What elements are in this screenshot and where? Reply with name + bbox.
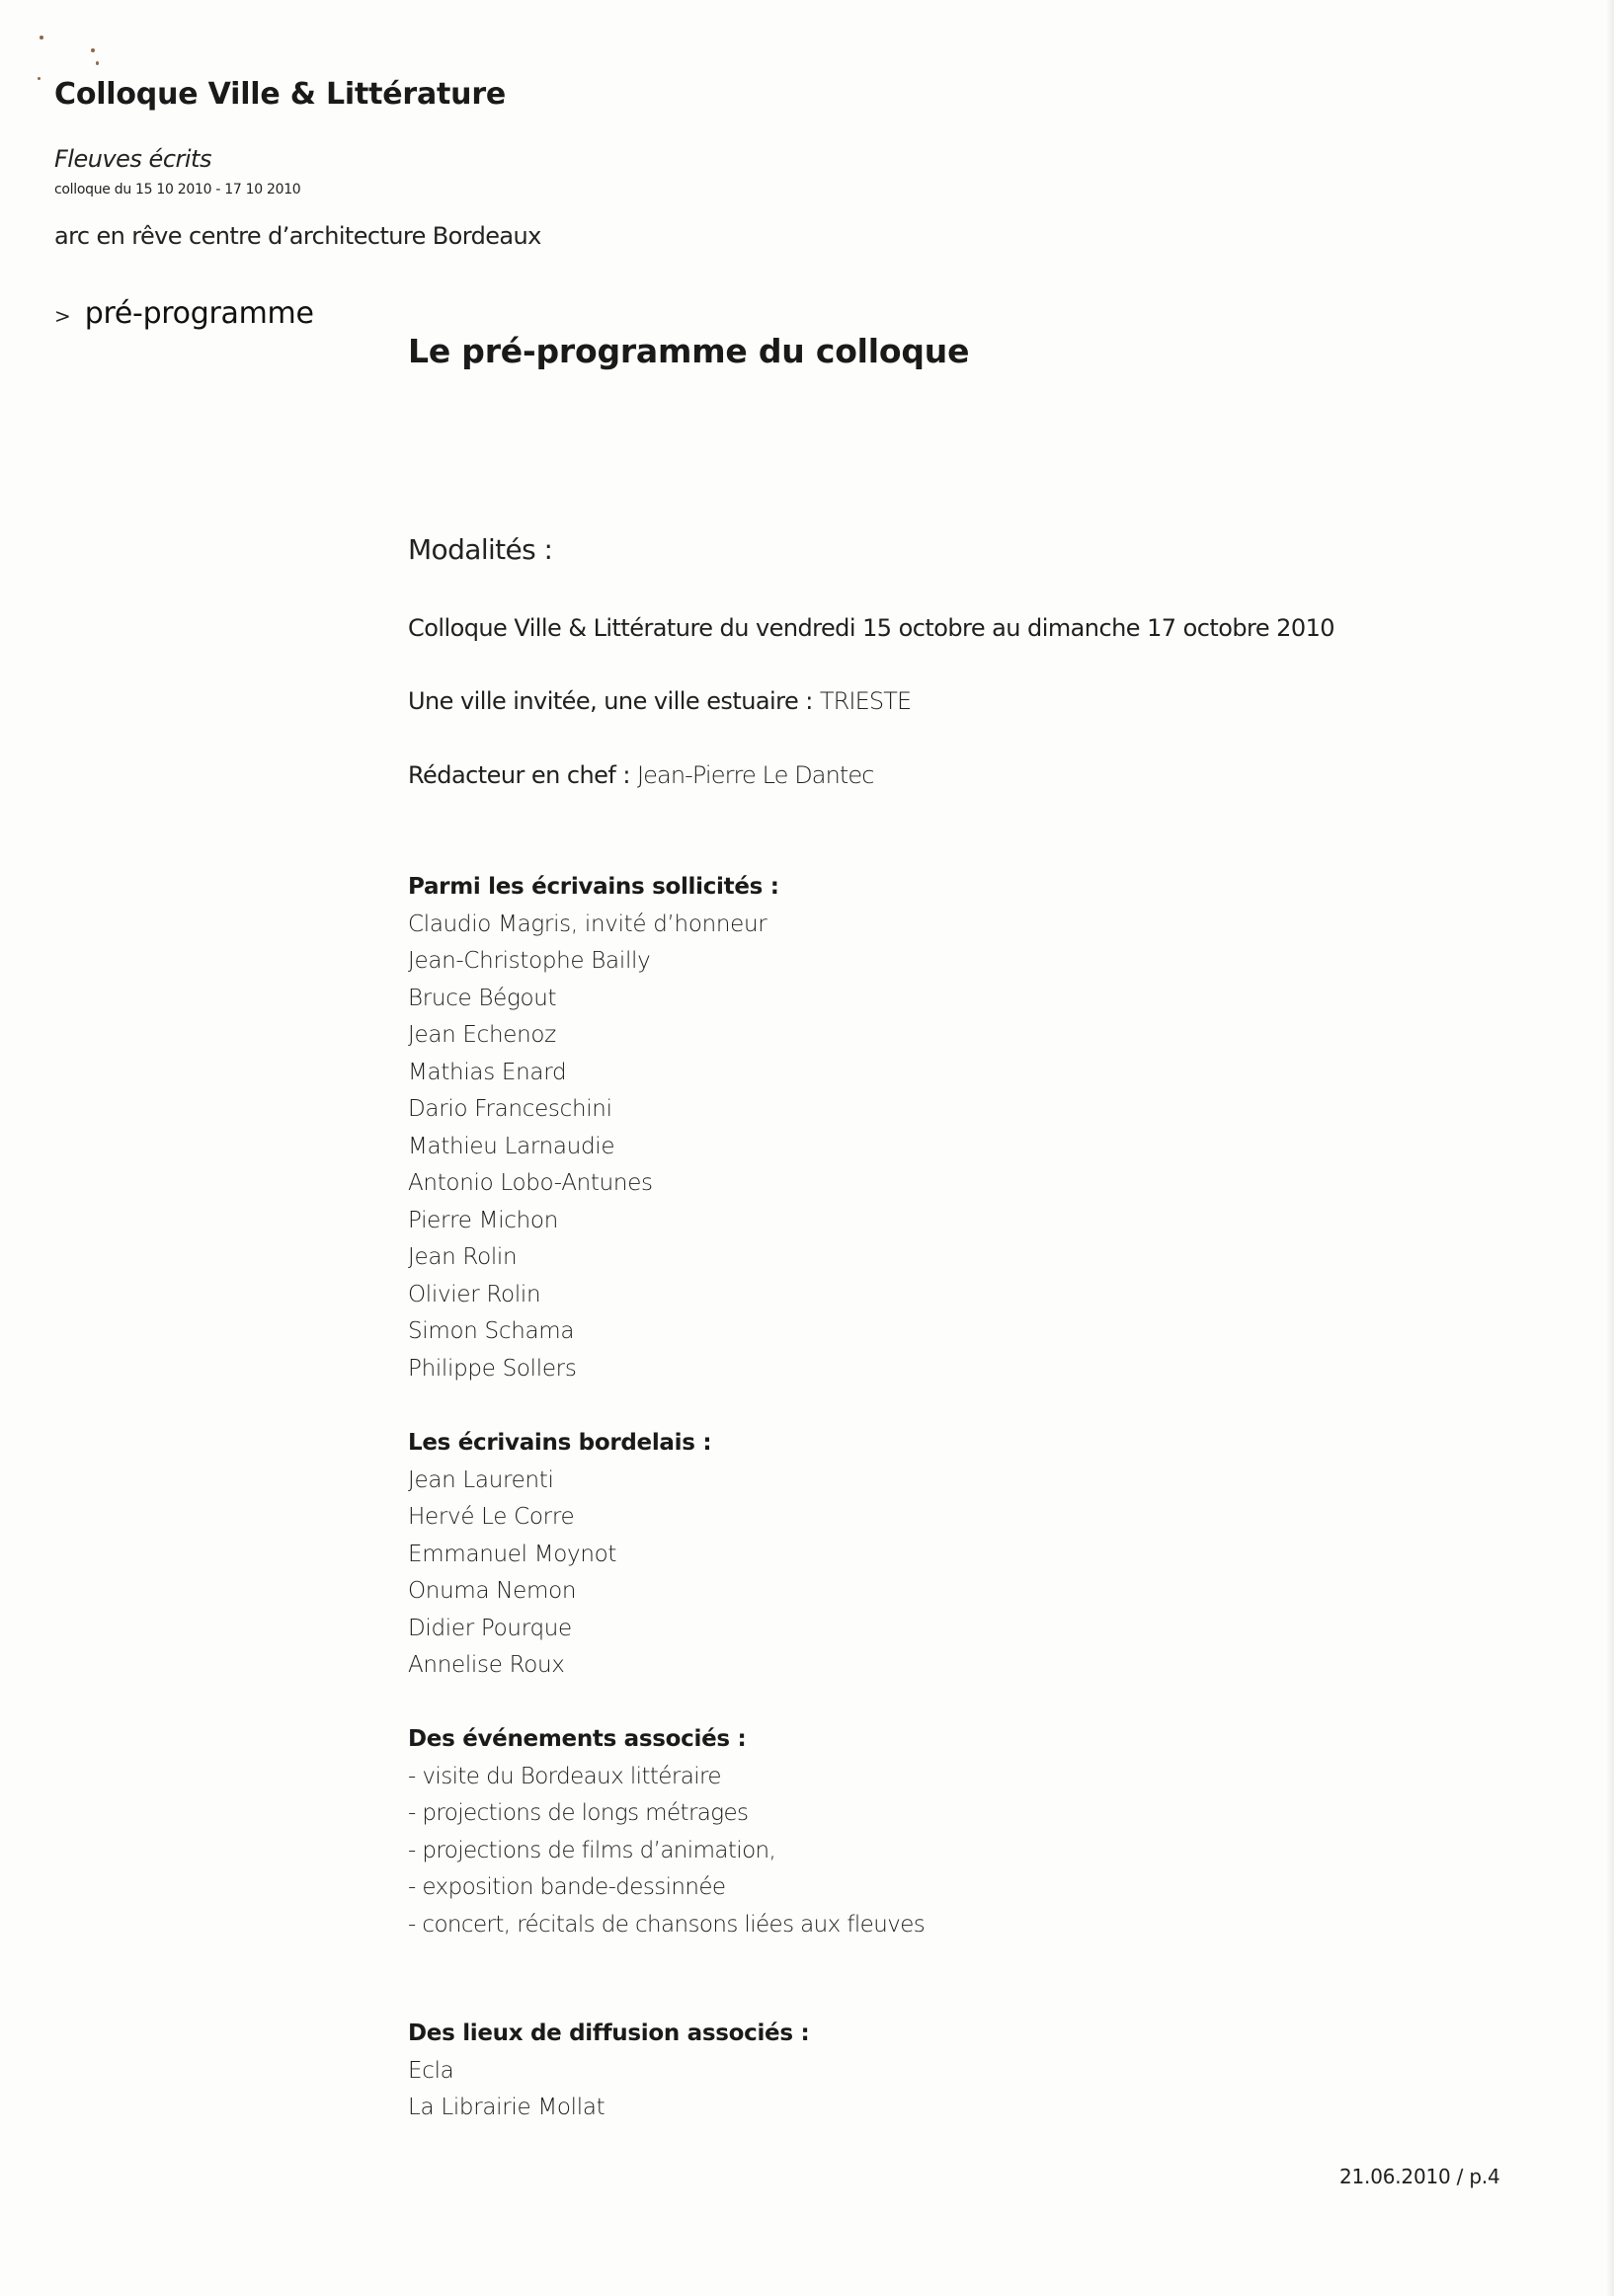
writers-heading: Parmi les écrivains sollicités : bbox=[408, 874, 779, 900]
writer-item: Mathieu Larnaudie bbox=[408, 1133, 615, 1159]
chevron-right-icon: > bbox=[54, 304, 71, 328]
scan-speck bbox=[96, 61, 99, 65]
dates-line-text: Colloque Ville & Littérature du vendredi 15 octobre au dimanche 17 octobre 2010 bbox=[408, 614, 1335, 642]
bordeaux-writers-heading: Les écrivains bordelais : bbox=[408, 1430, 712, 1456]
writers-section bbox=[408, 869, 779, 1387]
dates-line bbox=[408, 614, 1334, 642]
events-heading: Des événements associés : bbox=[408, 1726, 747, 1752]
bordeaux-writer-item: Onuma Nemon bbox=[408, 1578, 577, 1604]
editor-line bbox=[408, 761, 874, 789]
bordeaux-writer-item: Jean Laurenti bbox=[408, 1466, 554, 1493]
writer-item: Jean-Christophe Bailly bbox=[408, 948, 651, 974]
venue-line: arc en rêve centre d’architecture Bordeaux bbox=[54, 222, 541, 250]
bordeaux-writer-item: Hervé Le Corre bbox=[408, 1504, 575, 1530]
writer-item: Jean Echenoz bbox=[408, 1022, 556, 1048]
event-item: - visite du Bordeaux littéraire bbox=[408, 1763, 721, 1789]
writer-item: Antonio Lobo-Antunes bbox=[408, 1170, 653, 1196]
writer-item: Pierre Michon bbox=[408, 1207, 558, 1233]
writer-item: Jean Rolin bbox=[408, 1244, 518, 1270]
venue-item: La Librairie Mollat bbox=[408, 2095, 605, 2120]
event-item: - exposition bande-dessinnée bbox=[408, 1874, 726, 1900]
bordeaux-writer-item: Emmanuel Moynot bbox=[408, 1541, 617, 1567]
document-header-title: Colloque Ville & Littérature bbox=[54, 77, 507, 112]
venues-section bbox=[408, 2016, 809, 2127]
venue-item: Ecla bbox=[408, 2057, 454, 2084]
venues-heading: Des lieux de diffusion associés : bbox=[408, 2020, 810, 2046]
scan-speck bbox=[40, 36, 43, 40]
document-subtitle: Fleuves écrits bbox=[54, 145, 211, 173]
event-item: - concert, récitals de chansons liées aux fleuves bbox=[408, 1911, 926, 1938]
scan-speck bbox=[38, 77, 40, 80]
scan-speck bbox=[91, 48, 95, 52]
modalites-heading: Modalités : bbox=[408, 533, 553, 566]
editor-label: Rédacteur en chef : bbox=[408, 761, 630, 789]
guest-city-label: Une ville invitée, une ville estuaire : bbox=[408, 687, 813, 715]
section-nav-label: pré-programme bbox=[84, 296, 314, 331]
writer-item: Bruce Bégout bbox=[408, 985, 557, 1011]
paper-edge-shadow bbox=[1606, 0, 1614, 2296]
writer-item: Dario Franceschini bbox=[408, 1096, 612, 1122]
editor-value: Jean-Pierre Le Dantec bbox=[636, 761, 874, 789]
page-footer-ref: 21.06.2010 / p.4 bbox=[1339, 2165, 1500, 2188]
events-section bbox=[408, 1721, 925, 1943]
writer-item: Mathias Enard bbox=[408, 1059, 567, 1085]
section-nav bbox=[54, 296, 314, 331]
event-item: - projections de films d’animation, bbox=[408, 1837, 776, 1863]
guest-city-line bbox=[408, 687, 911, 715]
guest-city-value: TRIESTE bbox=[819, 687, 912, 715]
bordeaux-writer-item: Annelise Roux bbox=[408, 1652, 565, 1678]
event-item: - projections de longs métrages bbox=[408, 1800, 749, 1826]
writer-item: Simon Schama bbox=[408, 1318, 575, 1344]
bordeaux-writers-section bbox=[408, 1425, 711, 1685]
page-title: Le pré-programme du colloque bbox=[408, 332, 970, 370]
writer-item: Olivier Rolin bbox=[408, 1281, 541, 1307]
colloquium-dates: colloque du 15 10 2010 - 17 10 2010 bbox=[54, 182, 301, 198]
bordeaux-writer-item: Didier Pourque bbox=[408, 1615, 572, 1641]
writer-item: Philippe Sollers bbox=[408, 1355, 577, 1382]
writer-item: Claudio Magris, invité d’honneur bbox=[408, 910, 767, 937]
